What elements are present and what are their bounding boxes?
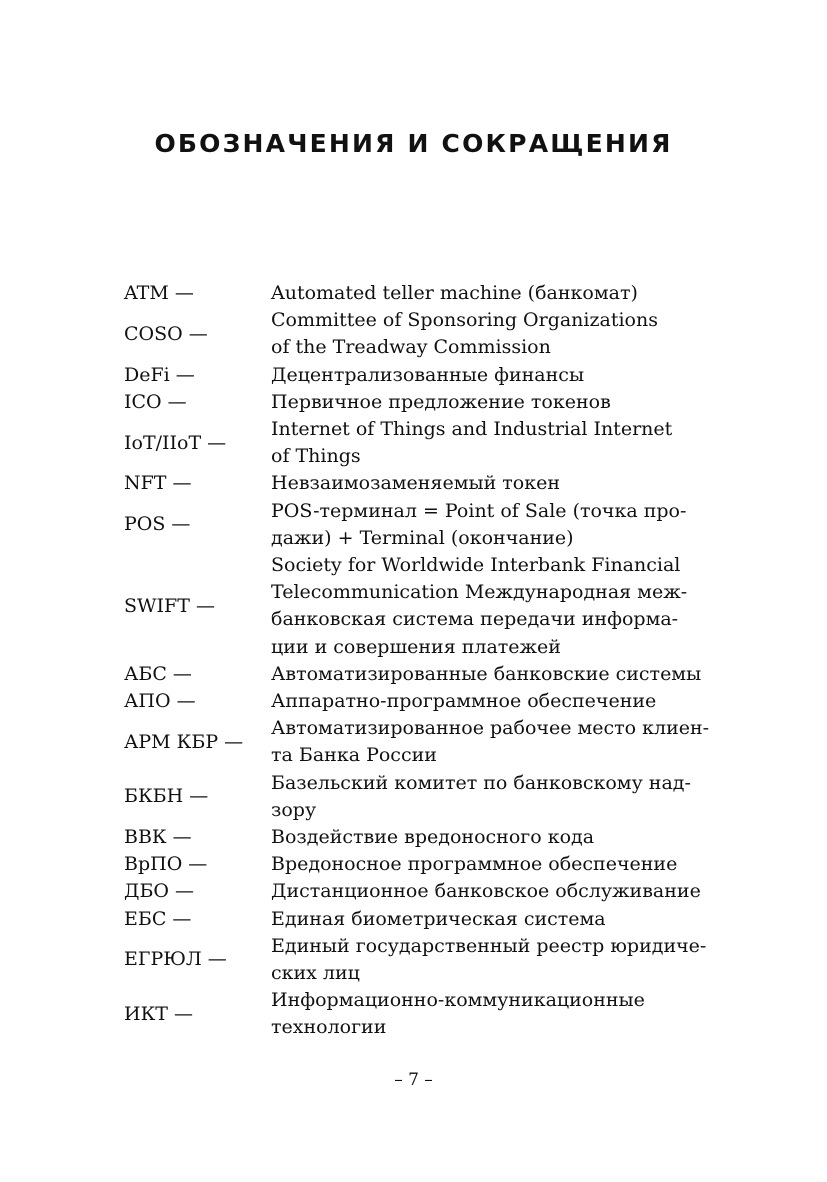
abbreviation-term: POS — bbox=[124, 513, 191, 536]
abbreviation-term: БКБН — bbox=[124, 785, 209, 808]
definition-line: of the Treadway Commission bbox=[271, 336, 551, 359]
abbreviation-row bbox=[124, 688, 734, 715]
abbreviation-row bbox=[124, 552, 734, 661]
abbreviation-row bbox=[124, 498, 734, 552]
page-title: ОБОЗНАЧЕНИЯ И СОКРАЩЕНИЯ bbox=[154, 129, 673, 158]
abbreviation-definition bbox=[271, 498, 734, 552]
abbreviation-row bbox=[124, 416, 734, 470]
abbreviation-row bbox=[124, 906, 734, 933]
abbreviation-definition bbox=[271, 362, 734, 389]
definition-line: POS-терминал = Point of Sale (точка про- bbox=[271, 499, 687, 522]
definition-line: Automated teller machine (банкомат) bbox=[271, 282, 638, 304]
page-number: – 7 – bbox=[394, 1070, 433, 1090]
definition-line: Society for Worldwide Interbank Financial bbox=[271, 554, 681, 577]
abbreviation-definition bbox=[271, 770, 734, 824]
abbreviation-term: АПО — bbox=[124, 690, 196, 713]
definition-line: Базельский комитет по банковскому над- bbox=[271, 771, 691, 794]
definition-line: Автоматизированное рабочее место клиен- bbox=[271, 717, 710, 740]
abbreviation-definition bbox=[271, 416, 734, 470]
abbreviation-term: ATM — bbox=[124, 282, 194, 304]
definition-line: Committee of Sponsoring Organizations bbox=[271, 309, 658, 332]
abbreviation-term: ВВК — bbox=[124, 826, 192, 849]
abbreviation-term: SWIFT — bbox=[124, 594, 215, 617]
abbreviation-row bbox=[124, 661, 734, 688]
definition-line: Единая биометрическая система bbox=[271, 907, 606, 930]
abbreviation-row bbox=[124, 715, 734, 769]
abbreviation-term: ЕБС — bbox=[124, 907, 192, 930]
abbreviation-term: АБС — bbox=[124, 662, 192, 685]
abbreviation-term: ЕГРЮЛ — bbox=[124, 948, 227, 971]
abbreviation-term: АРМ КБР — bbox=[124, 730, 244, 753]
abbreviation-term: DeFi — bbox=[124, 363, 195, 386]
abbreviation-definition bbox=[271, 987, 734, 1041]
definition-line: та Банка России bbox=[271, 744, 437, 767]
definition-line: банковская система передачи информа- bbox=[271, 608, 679, 631]
abbreviation-list bbox=[124, 280, 734, 1042]
definition-line: ции и совершения платежей bbox=[271, 635, 561, 658]
abbreviation-term: COSO — bbox=[124, 322, 208, 345]
definition-line: технологии bbox=[271, 1016, 387, 1039]
definition-line: Telecommunication Международная меж- bbox=[271, 581, 688, 604]
abbreviation-term: ДБО — bbox=[124, 880, 195, 903]
abbreviation-definition bbox=[271, 661, 734, 688]
abbreviation-row bbox=[124, 824, 734, 851]
abbreviation-definition bbox=[271, 688, 734, 715]
abbreviation-definition bbox=[271, 280, 734, 307]
definition-line: зору bbox=[271, 798, 317, 821]
definition-line: Первичное предложение токенов bbox=[271, 390, 611, 413]
definition-line: Невзаимозаменяемый токен bbox=[271, 472, 561, 495]
abbreviation-definition bbox=[271, 933, 734, 987]
abbreviation-term: ИКТ — bbox=[124, 1002, 193, 1025]
definition-line: Воздействие вредоносного кода bbox=[271, 826, 595, 849]
definition-line: Internet of Things and Industrial Internet bbox=[271, 418, 673, 441]
abbreviation-definition bbox=[271, 307, 734, 361]
definition-line: Децентрализованные финансы bbox=[271, 363, 585, 386]
abbreviation-row bbox=[124, 307, 734, 361]
abbreviation-term: IoT/IIoT — bbox=[124, 431, 227, 454]
definition-line: дажи) + Terminal (окончание) bbox=[271, 526, 574, 549]
abbreviation-row bbox=[124, 470, 734, 497]
abbreviation-definition bbox=[271, 715, 734, 769]
abbreviation-term: ICO — bbox=[124, 390, 187, 413]
definition-line: Дистанционное банковское обслуживание bbox=[271, 880, 701, 903]
abbreviation-row bbox=[124, 851, 734, 878]
abbreviation-term: NFT — bbox=[124, 472, 192, 495]
abbreviation-definition bbox=[271, 878, 734, 905]
abbreviation-definition bbox=[271, 851, 734, 878]
abbreviation-row bbox=[124, 389, 734, 416]
abbreviation-definition bbox=[271, 906, 734, 933]
definition-line: Единый государственный реестр юридиче- bbox=[271, 934, 707, 957]
definition-line: ских лиц bbox=[271, 962, 360, 985]
abbreviation-row bbox=[124, 933, 734, 987]
abbreviation-row bbox=[124, 280, 734, 307]
definition-line: Информационно-коммуникационные bbox=[271, 989, 645, 1012]
definition-line: Вредоносное программное обеспечение bbox=[271, 853, 678, 876]
definition-line: Автоматизированные банковские системы bbox=[271, 662, 702, 685]
abbreviation-definition bbox=[271, 824, 734, 851]
abbreviation-row bbox=[124, 362, 734, 389]
definition-line: Аппаратно-программное обеспечение bbox=[271, 690, 657, 713]
abbreviation-row bbox=[124, 770, 734, 824]
abbreviation-row bbox=[124, 987, 734, 1041]
abbreviation-term: ВрПО — bbox=[124, 853, 208, 876]
abbreviation-row bbox=[124, 878, 734, 905]
abbreviation-definition bbox=[271, 552, 734, 661]
definition-line: of Things bbox=[271, 445, 361, 468]
abbreviation-definition bbox=[271, 389, 734, 416]
abbreviation-definition bbox=[271, 470, 734, 497]
